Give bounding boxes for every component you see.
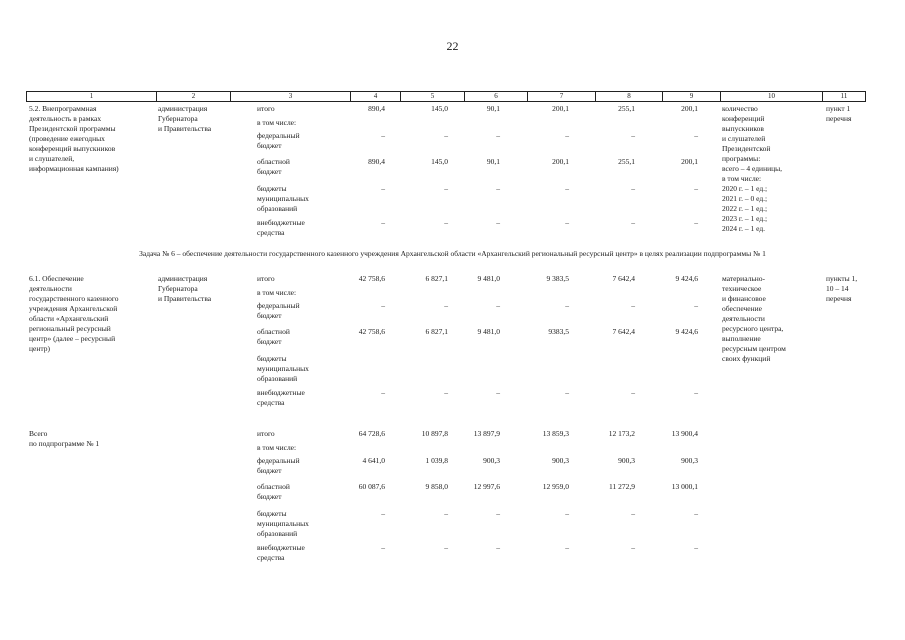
- amount-cell: 9 383,5: [546, 274, 569, 283]
- amount-cell: 255,1: [618, 104, 635, 113]
- amount-cell: 9 481,0: [477, 274, 500, 283]
- result-indicator: и финансовое: [722, 294, 766, 303]
- amount-cell: 64 728,6: [358, 429, 385, 438]
- result-indicator: всего – 4 единицы,: [722, 164, 783, 173]
- responsible-executor: администрация: [158, 104, 208, 113]
- amount-cell: –: [694, 509, 698, 518]
- amount-cell: 11 272,9: [609, 482, 635, 491]
- amount-cell: 890,4: [368, 157, 385, 166]
- column-number-11: 11: [822, 92, 866, 101]
- event-name: области «Архангельский: [29, 314, 109, 323]
- funding-source-label: средства: [257, 553, 285, 562]
- event-name: Президентской программы: [29, 124, 116, 133]
- amount-cell: –: [496, 131, 500, 140]
- amount-cell: 900,3: [681, 456, 698, 465]
- funding-source-label: муниципальных: [257, 194, 309, 203]
- funding-source-label: бюджет: [257, 311, 282, 320]
- result-indicator: ресурсного центра,: [722, 324, 784, 333]
- amount-cell: 9 424,6: [675, 274, 698, 283]
- amount-cell: 200,1: [552, 104, 569, 113]
- amount-cell: 9383,5: [548, 327, 569, 336]
- result-indicator: и слушателей: [722, 134, 766, 143]
- funding-source-label: федеральный: [257, 456, 300, 465]
- amount-cell: 4 641,0: [362, 456, 385, 465]
- funding-source-label: образований: [257, 204, 298, 213]
- column-number-header-row: [26, 91, 866, 102]
- responsible-executor: Губернатора: [158, 284, 198, 293]
- funding-source-label: средства: [257, 398, 285, 407]
- result-indicator: своих функций: [722, 354, 771, 363]
- amount-cell: –: [565, 218, 569, 227]
- column-number-3: 3: [230, 92, 350, 101]
- funding-source-label: итого: [257, 274, 275, 283]
- result-indicator: Президентской: [722, 144, 771, 153]
- reference: 10 – 14: [826, 284, 849, 293]
- result-indicator: количество: [722, 104, 758, 113]
- amount-cell: –: [444, 301, 448, 310]
- amount-cell: –: [565, 301, 569, 310]
- amount-cell: 145,0: [431, 104, 448, 113]
- reference: перечня: [826, 294, 852, 303]
- amount-cell: 13 000,1: [671, 482, 698, 491]
- amount-cell: –: [565, 543, 569, 552]
- funding-source-label: в том числе:: [257, 288, 297, 297]
- funding-source-label: образований: [257, 529, 298, 538]
- funding-source-label: областной: [257, 482, 290, 491]
- amount-cell: 12 997,6: [473, 482, 500, 491]
- funding-source-label: средства: [257, 228, 285, 237]
- amount-cell: –: [496, 218, 500, 227]
- amount-cell: 255,1: [618, 157, 635, 166]
- funding-source-label: бюджеты: [257, 354, 287, 363]
- funding-source-label: федеральный: [257, 301, 300, 310]
- funding-source-label: итого: [257, 429, 275, 438]
- result-indicator: техническое: [722, 284, 762, 293]
- event-name: учреждения Архангельской: [29, 304, 118, 313]
- reference: пункты 1,: [826, 274, 858, 283]
- funding-source-label: бюджет: [257, 167, 282, 176]
- amount-cell: –: [694, 218, 698, 227]
- amount-cell: –: [496, 184, 500, 193]
- column-number-1: 1: [26, 92, 156, 101]
- funding-source-label: бюджет: [257, 141, 282, 150]
- event-name: деятельность в рамках: [29, 114, 102, 123]
- amount-cell: 900,3: [483, 456, 500, 465]
- amount-cell: –: [496, 543, 500, 552]
- amount-cell: –: [565, 388, 569, 397]
- amount-cell: 9 481,0: [477, 327, 500, 336]
- amount-cell: 90,1: [486, 104, 500, 113]
- column-number-8: 8: [595, 92, 662, 101]
- event-name: деятельности: [29, 284, 72, 293]
- amount-cell: 7 642,4: [612, 274, 635, 283]
- amount-cell: 200,1: [552, 157, 569, 166]
- amount-cell: –: [496, 388, 500, 397]
- amount-cell: 13 897,9: [473, 429, 500, 438]
- amount-cell: –: [694, 184, 698, 193]
- event-name: центр» (далее – ресурсный: [29, 334, 116, 343]
- amount-cell: –: [631, 184, 635, 193]
- funding-source-label: внебюджетные: [257, 543, 305, 552]
- reference: пункт 1: [826, 104, 851, 113]
- amount-cell: –: [694, 543, 698, 552]
- column-number-7: 7: [527, 92, 595, 101]
- amount-cell: –: [565, 131, 569, 140]
- event-name: конференций выпускников: [29, 144, 116, 153]
- amount-cell: 60 087,6: [358, 482, 385, 491]
- result-indicator: выпускников: [722, 124, 764, 133]
- funding-source-label: в том числе:: [257, 118, 297, 127]
- result-indicator: 2022 г. – 1 ед.;: [722, 204, 768, 213]
- funding-source-label: бюджеты: [257, 509, 287, 518]
- event-name: Всего: [29, 429, 48, 438]
- column-number-6: 6: [464, 92, 527, 101]
- amount-cell: 42 758,6: [358, 327, 385, 336]
- result-indicator: обеспечение: [722, 304, 762, 313]
- amount-cell: 10 897,8: [421, 429, 448, 438]
- amount-cell: 42 758,6: [358, 274, 385, 283]
- amount-cell: –: [381, 543, 385, 552]
- result-indicator: материально-: [722, 274, 766, 283]
- amount-cell: –: [444, 543, 448, 552]
- amount-cell: –: [496, 301, 500, 310]
- funding-source-label: областной: [257, 157, 290, 166]
- amount-cell: 900,3: [552, 456, 569, 465]
- funding-source-label: внебюджетные: [257, 218, 305, 227]
- amount-cell: 200,1: [681, 157, 698, 166]
- amount-cell: 900,3: [618, 456, 635, 465]
- funding-source-label: итого: [257, 104, 275, 113]
- funding-source-label: внебюджетные: [257, 388, 305, 397]
- amount-cell: –: [631, 218, 635, 227]
- amount-cell: –: [381, 131, 385, 140]
- amount-cell: –: [631, 131, 635, 140]
- event-name: (проведение ежегодных: [29, 134, 105, 143]
- column-number-5: 5: [400, 92, 464, 101]
- funding-source-label: в том числе:: [257, 443, 297, 452]
- amount-cell: –: [565, 184, 569, 193]
- result-indicator: ресурсным центром: [722, 344, 786, 353]
- event-name: 5.2. Внепрограммная: [29, 104, 97, 113]
- amount-cell: –: [381, 184, 385, 193]
- result-indicator: конференций: [722, 114, 765, 123]
- amount-cell: 13 859,3: [542, 429, 569, 438]
- result-indicator: выполнение: [722, 334, 761, 343]
- funding-source-label: бюджет: [257, 337, 282, 346]
- event-name: государственного казенного: [29, 294, 119, 303]
- responsible-executor: и Правительства: [158, 124, 212, 133]
- column-number-10: 10: [720, 92, 822, 101]
- column-number-4: 4: [350, 92, 400, 101]
- amount-cell: –: [694, 131, 698, 140]
- result-indicator: 2024 г. – 1 ед.: [722, 224, 766, 233]
- amount-cell: –: [381, 509, 385, 518]
- amount-cell: –: [694, 388, 698, 397]
- task-heading: Задача № 6 – обеспечение деятельности государственного казенного учреждения Архангельской области «Архангельский региональный ресурсный центр» в целях реализации подпрограммы № 1: [139, 249, 766, 258]
- event-name: информационная кампания): [29, 164, 119, 173]
- result-indicator: 2020 г. – 1 ед.;: [722, 184, 768, 193]
- result-indicator: деятельности: [722, 314, 765, 323]
- amount-cell: –: [444, 509, 448, 518]
- amount-cell: 6 827,1: [425, 327, 448, 336]
- event-name: 6.1. Обеспечение: [29, 274, 84, 283]
- amount-cell: 200,1: [681, 104, 698, 113]
- result-indicator: 2023 г. – 1 ед.;: [722, 214, 768, 223]
- event-name: и слушателей,: [29, 154, 75, 163]
- result-indicator: в том числе:: [722, 174, 762, 183]
- event-name: по подпрограмме № 1: [29, 439, 100, 448]
- amount-cell: 13 900,4: [671, 429, 698, 438]
- result-indicator: 2021 г. – 0 ед.;: [722, 194, 768, 203]
- result-indicator: программы:: [722, 154, 761, 163]
- event-name: центр): [29, 344, 50, 353]
- column-number-9: 9: [662, 92, 720, 101]
- amount-cell: –: [631, 301, 635, 310]
- amount-cell: 7 642,4: [612, 327, 635, 336]
- funding-source-label: муниципальных: [257, 519, 309, 528]
- amount-cell: –: [694, 301, 698, 310]
- amount-cell: –: [381, 218, 385, 227]
- amount-cell: –: [381, 388, 385, 397]
- amount-cell: 6 827,1: [425, 274, 448, 283]
- amount-cell: –: [496, 509, 500, 518]
- funding-source-label: бюджеты: [257, 184, 287, 193]
- amount-cell: –: [381, 301, 385, 310]
- page-number: 22: [446, 39, 459, 53]
- amount-cell: 90,1: [486, 157, 500, 166]
- responsible-executor: администрация: [158, 274, 208, 283]
- amount-cell: 1 039,8: [425, 456, 448, 465]
- amount-cell: 12 173,2: [608, 429, 635, 438]
- amount-cell: –: [631, 509, 635, 518]
- funding-source-label: бюджет: [257, 492, 282, 501]
- column-number-2: 2: [156, 92, 230, 101]
- funding-source-label: бюджет: [257, 466, 282, 475]
- responsible-executor: Губернатора: [158, 114, 198, 123]
- amount-cell: –: [565, 509, 569, 518]
- responsible-executor: и Правительства: [158, 294, 212, 303]
- funding-source-label: образований: [257, 374, 298, 383]
- funding-source-label: федеральный: [257, 131, 300, 140]
- amount-cell: –: [631, 388, 635, 397]
- amount-cell: 145,0: [431, 157, 448, 166]
- event-name: региональный ресурсный: [29, 324, 111, 333]
- amount-cell: 12 959,0: [542, 482, 569, 491]
- reference: перечня: [826, 114, 852, 123]
- amount-cell: 9 424,6: [675, 327, 698, 336]
- amount-cell: 9 858,0: [425, 482, 448, 491]
- funding-source-label: областной: [257, 327, 290, 336]
- amount-cell: –: [444, 131, 448, 140]
- amount-cell: –: [444, 388, 448, 397]
- funding-source-label: муниципальных: [257, 364, 309, 373]
- amount-cell: –: [444, 218, 448, 227]
- amount-cell: 890,4: [368, 104, 385, 113]
- amount-cell: –: [631, 543, 635, 552]
- amount-cell: –: [444, 184, 448, 193]
